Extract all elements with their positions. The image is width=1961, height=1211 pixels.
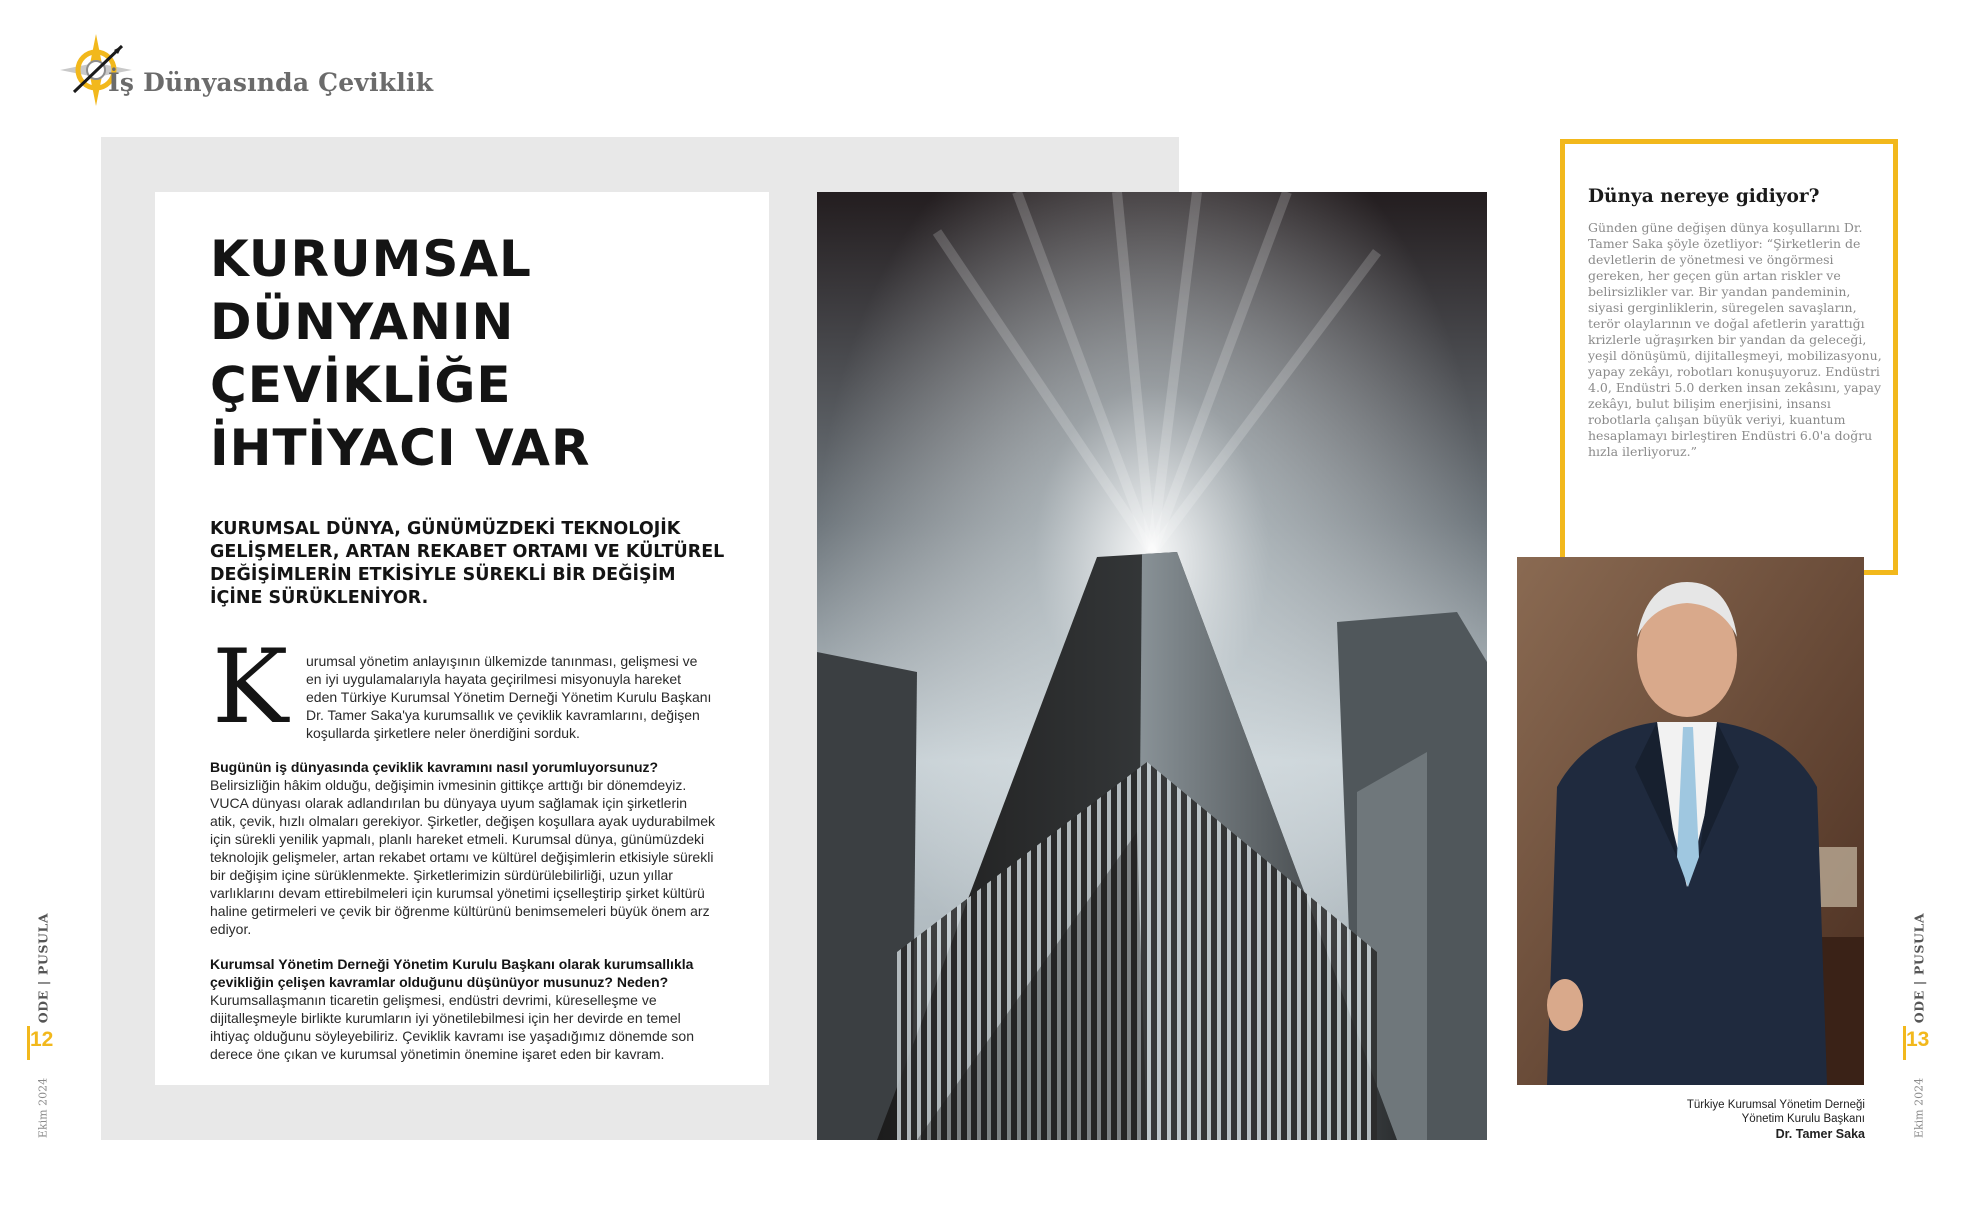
- qa-block: [210, 955, 716, 1063]
- answer: Belirsizliğin hâkim olduğu, değişimin ivmesinin gittikçe arttığı bir dönemdeyiz. VUCA dünyası olarak adlandırılan bu dünyaya uyum sağlamak için şirketlerin atik, çevik, hızlı olmaları gerekiyor. Şirketler, değişen koşullara ayak uydurabilmek için sürekli yenilik yapmalı, planlı hareket etmeli. Kurumsal dünya, günümüzdeki teknolojik gelişmeler, artan rekabet ortamı ve kültürel değişimlerin etkisiyle sürekli bir değişim içine sürüklenmekte. Şirketlerimizin sürdürülebilirliği, uzun yıllar varlıklarını devam ettirebilmeleri için kurumsal yönetimi içselleştirip şirket kültürü haline getirmeleri ve çevik bir öğrenme kültürünü benimsemeleri büyük önem arz ediyor.: [210, 777, 715, 937]
- skyscraper-photo: [817, 192, 1487, 1140]
- headline-line: KURUMSAL: [210, 230, 532, 288]
- issue-date: [32, 1068, 54, 1148]
- section-title: İş Dünyasında Çeviklik: [108, 68, 434, 97]
- magazine-name-text: ODE | PUSULA: [35, 912, 51, 1024]
- article-headline: [210, 228, 710, 480]
- caption-organization: Türkiye Kurumsal Yönetim Derneği: [1686, 1099, 1865, 1111]
- issue-date-text: Ekim 2024: [1912, 1077, 1926, 1139]
- qa-block: [210, 758, 716, 938]
- headline-line: DÜNYANIN: [210, 293, 515, 351]
- portrait-photo: [1517, 557, 1864, 1085]
- sidebar-title: Dünya nereye gidiyor?: [1588, 186, 1820, 207]
- question: Kurumsal Yönetim Derneği Yönetim Kurulu Başkanı olarak kurumsallıkla çevikliğin çelişen kavramlar olduğunu düşünüyor musunuz? Neden?: [210, 956, 694, 990]
- headline-line: ÇEVİKLİĞE: [210, 356, 512, 414]
- magazine-name: [1908, 912, 1930, 1024]
- drop-cap: K: [212, 628, 289, 747]
- sidebar-body: Günden güne değişen dünya koşullarını Dr. Tamer Saka şöyle özetliyor: “Şirketlerin de devletlerin de yönetmesi ve öngörmesi gereken, her geçen gün artan riskler ve belirsizlikler var. Bir yandan pandeminin, siyasi gerginliklerin, süregelen savaşların, terör olaylarının ve doğal afetlerin yarattığı krizlerle uğraşırken bir yandan da geleceği, yeşil dönüşümü, dijitalleşmeyi, mobilizasyonu, yapay zekâyı, robotları konuşuyoruz. Endüstri 4.0, Endüstri 5.0 derken insan zekâsını, yapay zekâyı, bulut bilişim enerjisini, insansı robotlarla çalışan büyük veriyi, kuantum hesaplamayı birleştiren Endüstri 6.0'a doğru hızla ilerliyoruz.”: [1588, 220, 1882, 459]
- magazine-name: [32, 912, 54, 1024]
- answer: Kurumsallaşmanın ticaretin gelişmesi, endüstri devrimi, küreselleşme ve dijitalleşmeyle birlikte kurumların iyi yönetilebilmesi için her devirde en temel ihtiyaç olduğunu söyleyebiliriz. Çeviklik kavramı ise yaşadığımız dönemde son derece öne çıkan ve kurumsal yönetimin önemine işaret eden bir kavram.: [210, 992, 694, 1062]
- question: Bugünün iş dünyasında çeviklik kavramını nasıl yorumluyorsunuz?: [210, 759, 659, 775]
- caption-name: Dr. Tamer Saka: [1775, 1127, 1865, 1141]
- headline-line: İHTİYACI VAR: [210, 419, 591, 477]
- article-intro: urumsal yönetim anlayışının ülkemizde tanınması, gelişmesi ve en iyi uygulamalarıyla hayata geçirilmesi misyonuyla hareket eden Türkiye Kurumsal Yönetim Derneği Yönetim Kurulu Başkanı Dr. Tamer Saka'ya kurumsallık ve çeviklik kavramlarını, değişen koşullarda şirketlere neler önerdiğini sorduk.: [306, 653, 712, 741]
- page-number: 12: [30, 1028, 54, 1051]
- issue-date: [1908, 1068, 1930, 1148]
- magazine-name-text: ODE | PUSULA: [1911, 912, 1927, 1024]
- page-number: 13: [1906, 1028, 1930, 1051]
- issue-date-text: Ekim 2024: [36, 1077, 50, 1139]
- caption-role: Yönetim Kurulu Başkanı: [1741, 1113, 1865, 1125]
- portrait-caption: [1687, 1098, 1865, 1142]
- article-subheadline: KURUMSAL DÜNYA, GÜNÜMÜZDEKİ TEKNOLOJİK GELİŞMELER, ARTAN REKABET ORTAMI VE KÜLTÜREL DEĞİŞİMLERİN ETKİSİYLE SÜREKLİ BİR DEĞİŞİM İÇİNE SÜRÜKLENİYOR.: [210, 519, 725, 608]
